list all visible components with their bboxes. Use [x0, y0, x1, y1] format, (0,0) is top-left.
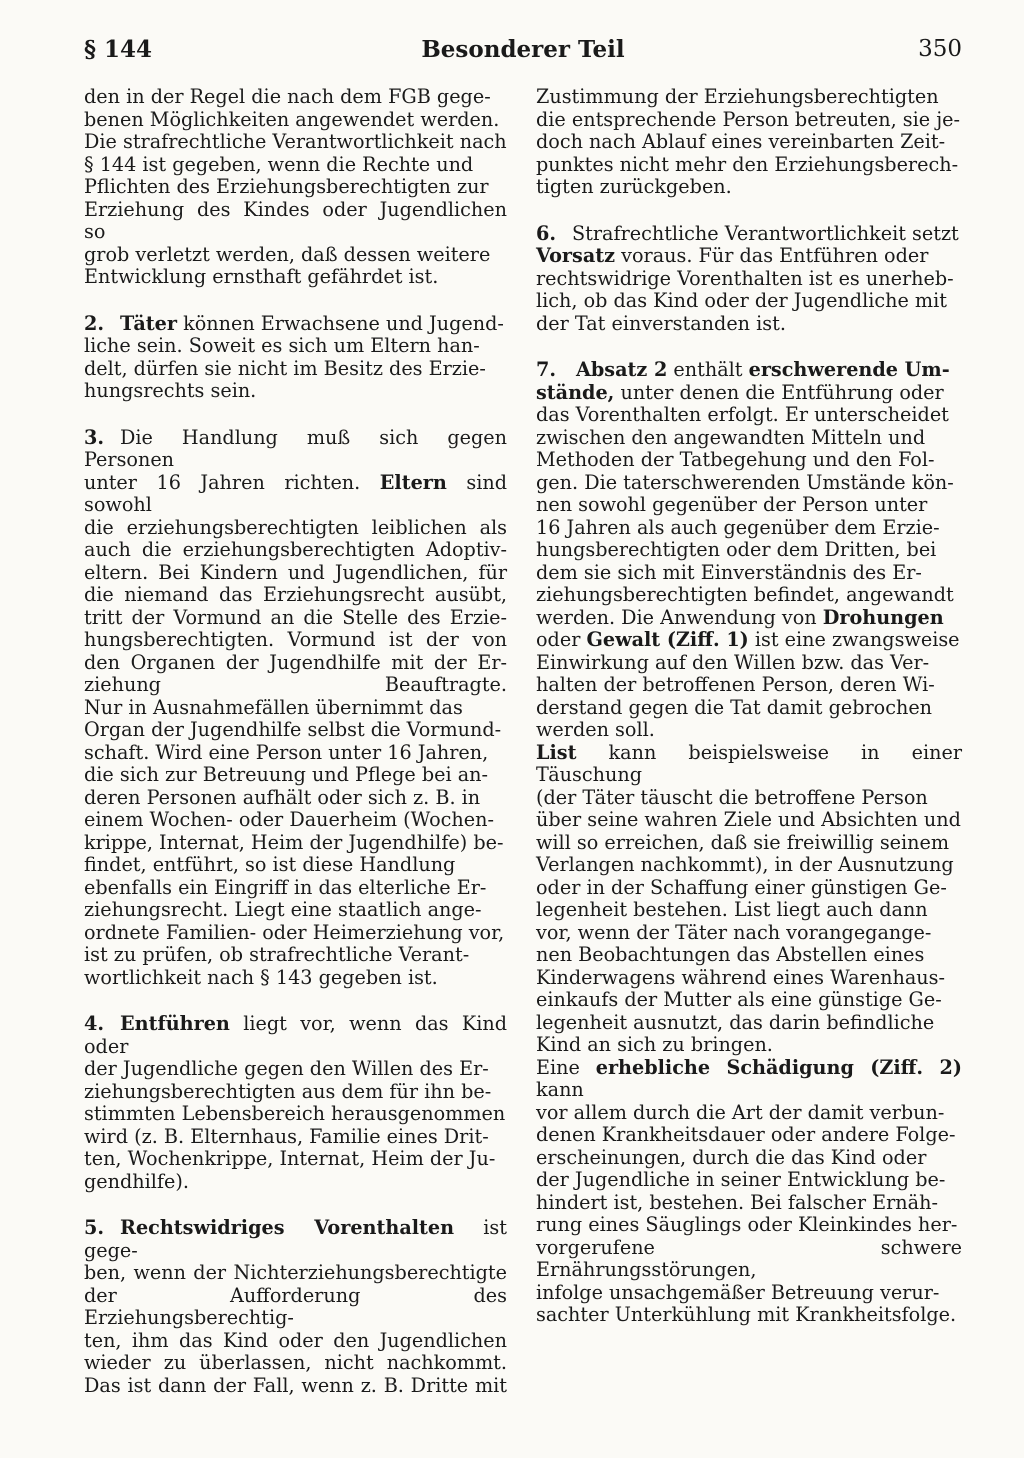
bold-term: List: [536, 740, 577, 764]
paragraph-number: 3.: [84, 425, 105, 449]
paragraph-6: 6. Strafrechtliche Verantwortlichkeit setzt Vorsatz voraus. Für das Entführen oder rechtswidrige Vorenthalten ist es unerheb- lich, ob das Kind oder der Jugendliche mit der Tat einverstanden ist.: [536, 221, 959, 335]
paragraph-number: 2.: [84, 311, 105, 335]
paragraph-3-continued: Nur in Ausnahmefällen übernimmt das Organ der Jugendhilfe selbst die Vormund- schaft. Wird eine Person unter 16 Jahren, die sich zur Betreuung und Pflege bei an- deren Personen aufhält oder sich z. B. in einem Wochen- oder Dauerheim (Wochen- krippe, Internat, Heim der Jugendhilfe) be- findet, entführt, so ist diese Handlung ebenfalls ein Eingriff in das elterliche Er- ziehungsrecht. Liegt eine staatlich ange- ordnete Familien- oder Heimerziehung vor, ist zu prüfen, ob strafrechtliche Verant- wortlichkeit nach § 143 gegeben ist.: [84, 695, 505, 989]
bold-term: erschwerende Um-: [748, 358, 950, 381]
bold-term: Absatz 2: [576, 358, 668, 381]
paragraph-continuation: den in der Regel die nach dem FGB gege- benen Möglichkeiten angewendet werden. Die strafrechtliche Verantwortlichkeit nach § 144 ist gegeben, wenn die Rechte und Pflichten des Erziehungsberechtigten zur Erziehung des Kindes oder Jugendlichen so grob verletzt werden, daß dessen weitere Entwicklung ernsthaft gefährdet ist.: [84, 85, 507, 288]
paragraph-number: 5.: [84, 1216, 105, 1239]
left-column: [84, 86, 507, 1397]
paragraph-7-damage: Eine erhebliche Schädigung (Ziff. 2) kann vor allem durch die Art der damit verbun- denen Krankheitsdauer oder andere Folge- erscheinungen, durch die das Kind oder der Jugendliche in seiner Entwicklung be- hindert ist, bestehen. Bei falscher Ernäh- rung eines Säuglings oder Kleinkindes her- vorgerufene schwere Ernährungsstörungen, infolge unsachgemäßer Betreuung verur- sachter Unterkühlung mit Krankheitsfolge.: [536, 1055, 962, 1326]
paragraph-2: 2. Täter können Erwachsene und Jugend- liche sein. Soweit es sich um Eltern han- delt, dürfen sie nicht im Besitz des Erzie- hungsrechts sein.: [84, 311, 504, 402]
bold-term: Gewalt (Ziff. 1): [586, 628, 749, 651]
paragraph-7: 7. Absatz 2 enthält erschwerende Um- stände, unter denen die Entführung oder das Vorenthalten erfolgt. Er unterscheidet zwischen den angewandten Mitteln und Methoden der Tatbegehung und den Fol- gen. Die taterschwerenden Umstände kön- nen sowohl gegenüber der Person unter 16 Jahren als auch gegenüber dem Erzie- hungsberechtigten oder dem Dritten, bei dem sie sich mit Einverständnis des Er- ziehungsberechtigten befindet, angewandt werden. Die Anwendung von Drohungen oder Gewalt (Ziff. 1) ist eine zwangsweise Einwirkung auf den Willen bzw. das Ver- halten der betroffenen Person, deren Wi- derstand gegen die Tat damit gebrochen werden soll.: [536, 358, 960, 741]
bold-term: Drohungen: [822, 605, 944, 629]
bold-term: Eltern: [379, 470, 447, 494]
right-column: [536, 86, 962, 1327]
page-number: 350: [918, 36, 962, 62]
paragraph-5-continued: Zustimmung der Erziehungsberechtigten die entsprechende Person betreuten, sie je- doch nach Ablauf eines vereinbarten Zeit- punktes nicht mehr den Erziehungsberech- tigten zurückgeben.: [536, 85, 961, 198]
bold-term: Täter: [120, 311, 177, 335]
paragraph-number: 7.: [536, 358, 557, 381]
paragraph-7-list: List kann beispielsweise in einer Täuschung (der Täter täuscht die betroffene Person über seine wahren Ziele und Absichten und will so erreichen, daß sie freiwillig seinem Verlangen nachkommt), in der Ausnutzung oder in der Schaffung einer günstigen Ge- legenheit bestehen. List liegt auch dann vor, wenn der Täter nach vorangegange- nen Beobachtungen das Abstellen eines Kinderwagens während eines Warenhaus- einkaufs der Mutter als eine günstige Ge- legenheit ausnutzt, das darin befindliche Kind an sich zu bringen.: [536, 740, 962, 1056]
bold-term: stände,: [536, 380, 615, 404]
paragraph-4: 4. Entführen liegt vor, wenn das Kind oder der Jugendliche gegen den Willen des Er- ziehungsberechtigten aus dem für ihn be- stimmten Lebensbereich herausgenommen wird (z. B. Elternhaus, Familie eines Drit- ten, Wochenkrippe, Internat, Heim der Ju- gendhilfe).: [84, 1012, 507, 1193]
page-title: Besonderer Teil: [421, 36, 625, 63]
bold-term: Vorsatz: [536, 244, 616, 267]
bold-term: erhebliche Schädigung (Ziff. 2): [595, 1055, 962, 1079]
bold-term: Entführen: [120, 1012, 230, 1035]
paragraph-3: 3. Die Handlung muß sich gegen Personen unter 16 Jahren richten. Eltern sind sowohl die erziehungsberechtigten leiblichen als auch die erziehungsberechtigten Adoptiv- eltern. Bei Kindern und Jugendlichen, für die niemand das Erziehungsrecht ausübt, tritt der Vormund an die Stelle des Erzie- hungsberechtigten. Vormund ist der von den Organen der Jugendhilfe mit der Er- ziehung Beauftragte.: [84, 425, 507, 696]
paragraph-number: 6.: [536, 221, 557, 245]
section-number: § 144: [84, 36, 153, 63]
page-header: [84, 36, 962, 70]
paragraph-number: 4.: [84, 1012, 105, 1035]
bold-term: Rechtswidriges Vorenthalten: [120, 1216, 455, 1239]
paragraph-5: 5. Rechtswidriges Vorenthalten ist gege- ben, wenn der Nichterziehungsberechtigte der Aufforderung des Erziehungsberechtig- ten, ihm das Kind oder den Jugendlichen wieder zu überlassen, nicht nachkommt. Das ist dann der Fall, wenn z. B. Dritte mit: [84, 1216, 507, 1397]
